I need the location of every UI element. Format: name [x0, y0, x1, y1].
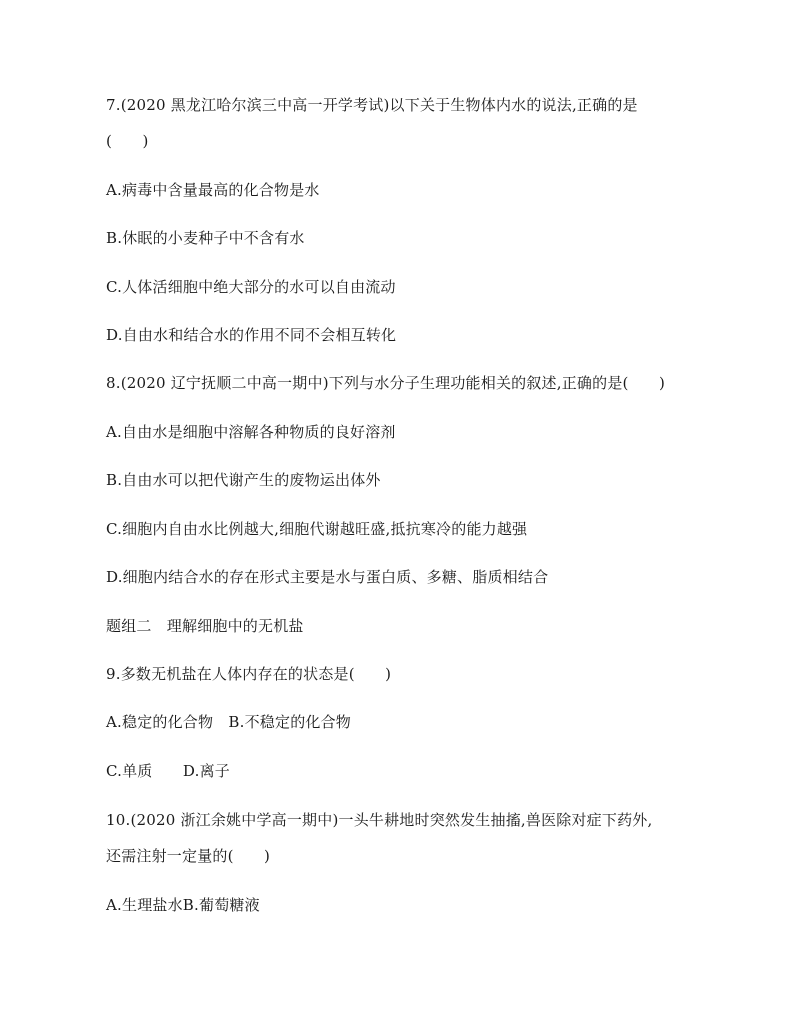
question-7-option-a: A.病毒中含量最高的化合物是水	[106, 181, 320, 199]
question-10-options-ab: A.生理盐水B.葡萄糖液	[106, 896, 260, 914]
question-9-options-ab: A.稳定的化合物 B.不稳定的化合物	[106, 713, 351, 731]
question-8-option-d: D.细胞内结合水的存在形式主要是水与蛋白质、多糖、脂质相结合	[106, 568, 549, 586]
question-7-stem: 7.(2020 黑龙江哈尔滨三中高一开学考试)以下关于生物体内水的说法,正确的是	[106, 96, 638, 114]
question-7-blank: ( )	[106, 132, 149, 150]
question-8-option-c: C.细胞内自由水比例越大,细胞代谢越旺盛,抵抗寒冷的能力越强	[106, 520, 528, 538]
question-7-option-d: D.自由水和结合水的作用不同不会相互转化	[106, 326, 397, 344]
question-10-stem-line1: 10.(2020 浙江余姚中学高一期中)一头牛耕地时突然发生抽搐,兽医除对症下药外,	[106, 811, 653, 829]
question-8-option-b: B.自由水可以把代谢产生的废物运出体外	[106, 471, 381, 489]
question-7-option-b: B.休眠的小麦种子中不含有水	[106, 229, 305, 247]
question-8-stem: 8.(2020 辽宁抚顺二中高一期中)下列与水分子生理功能相关的叙述,正确的是( )	[106, 374, 666, 392]
question-9-options-cd: C.单质 D.离子	[106, 762, 230, 780]
question-7-option-c: C.人体活细胞中绝大部分的水可以自由流动	[106, 278, 396, 296]
question-10-stem-line2: 还需注射一定量的( )	[106, 847, 271, 865]
question-9-stem: 9.多数无机盐在人体内存在的状态是( )	[106, 665, 392, 683]
section-heading: 题组二 理解细胞中的无机盐	[106, 617, 304, 635]
question-8-option-a: A.自由水是细胞中溶解各种物质的良好溶剂	[106, 423, 396, 441]
